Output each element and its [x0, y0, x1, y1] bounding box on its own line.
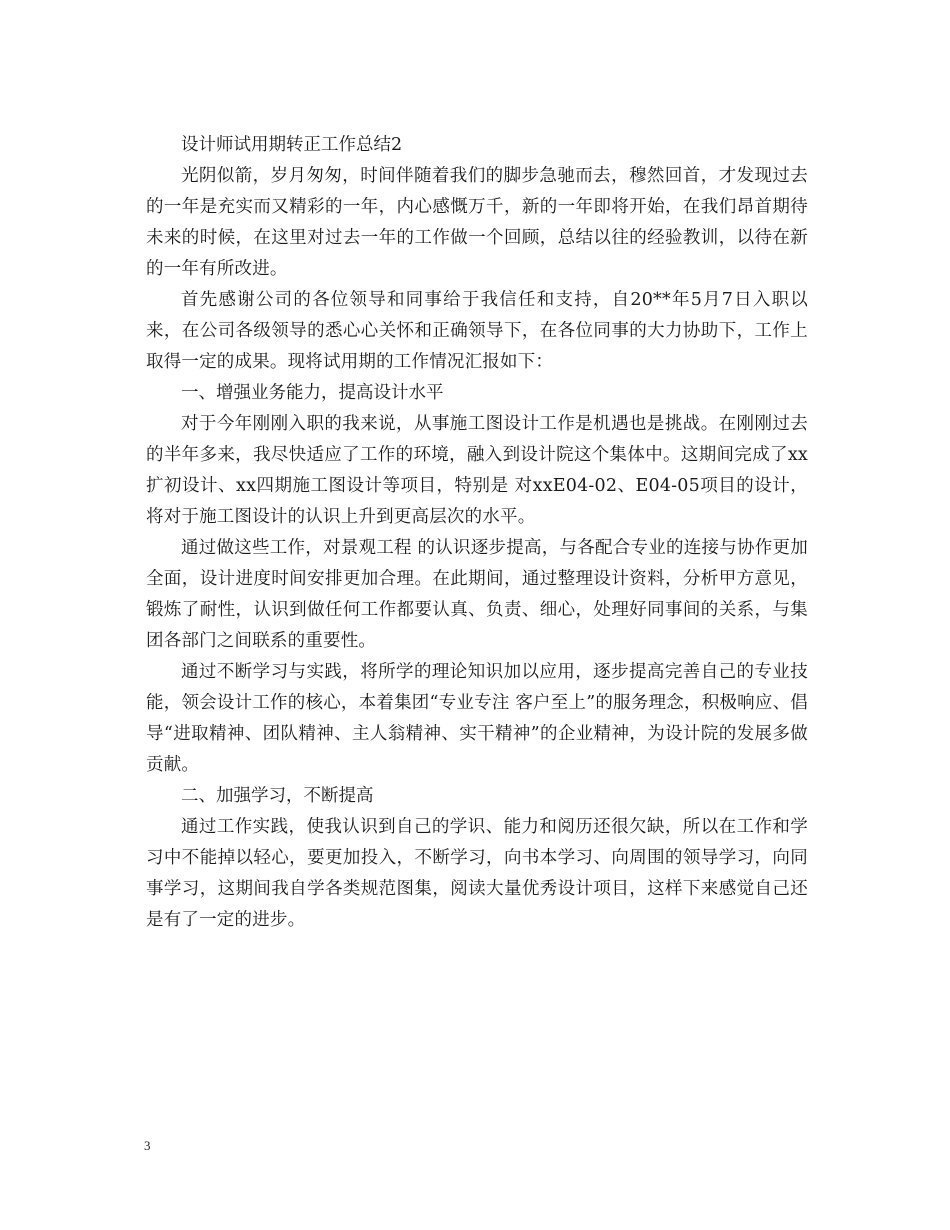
page-number: 3: [144, 1138, 151, 1153]
section-2-paragraph-1: 通过工作实践，使我认识到自己的学识、能力和阅历还很欠缺，所以在工作和学习中不能掉以轻心，要更加投入，不断学习，向书本学习、向周围的领导学习，向同事学习，这期间我自学各类规范图集，阅读大量优秀设计项目，这样下来感觉自己还是有了一定的进步。: [146, 817, 808, 930]
intro-paragraph-2: 首先感谢公司的各位领导和同事给于我信任和支持，自20**年5月7日入职以来，在公司各级领导的悉心心关怀和正确领导下，在各位同事的大力协助下，工作上取得一定的成果。现将试用期的工作情况汇报如下：: [146, 290, 808, 372]
section-1-paragraph-1: 对于今年刚刚入职的我来说，从事施工图设计工作是机遇也是挑战。在刚刚过去的半年多来，我尽快适应了工作的环境，融入到设计院这个集体中。这期间完成了xx扩初设计、xx四期施工图设计等项目，特别是 对xxE04-02、E04-05项目的设计，将对于施工图设计的认识上升到更高层次的水平。: [146, 414, 808, 527]
section-1-paragraph-2: 通过做这些工作，对景观工程 的认识逐步提高，与各配合专业的连接与协作更加全面，设计进度时间安排更加合理。在此期间，通过整理设计资料，分析甲方意见，锻炼了耐性，认识到做任何工作都要认真、负责、细心，处理好同事间的关系，与集团各部门之间联系的重要性。: [146, 538, 808, 651]
intro-paragraph-1: 光阴似箭，岁月匆匆，时间伴随着我们的脚步急驰而去，穆然回首，才发现过去的一年是充实而又精彩的一年，内心感慨万千，新的一年即将开始，在我们昂首期待未来的时候，在这里对过去一年的工作做一个回顾，总结以往的经验教训，以待在新的一年有所改进。: [146, 166, 808, 279]
section-1-heading: 一、增强业务能力，提高设计水平: [181, 383, 444, 403]
document-body: [146, 130, 808, 936]
section-2-heading: 二、加强学习，不断提高: [181, 786, 374, 806]
document-title: 设计师试用期转正工作总结2: [181, 135, 403, 155]
section-1-paragraph-3: 通过不断学习与实践，将所学的理论知识加以应用，逐步提高完善自己的专业技能，领会设计工作的核心，本着集团“专业专注 客户至上”的服务理念，积极响应、倡导“进取精神、团队精神、主人翁精神、实干精神”的企业精神，为设计院的发展多做贡献。: [146, 662, 808, 775]
